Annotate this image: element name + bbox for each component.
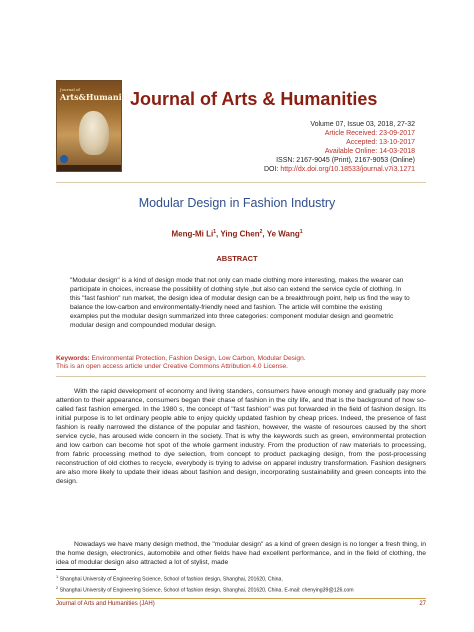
cover-sculpture xyxy=(79,111,109,155)
author-affiliation-mark: 1 xyxy=(299,229,303,235)
author-separator: , xyxy=(216,229,221,239)
footnote-text: Shanghai University of Engineering Science, School of fashion design, Shanghai, 201620, China. xyxy=(58,576,283,583)
license-note[interactable]: This is an open access article under Creative Commons Attribution 4.0 License. xyxy=(56,363,288,371)
footnote-text: Shanghai University of Engineering Science, School of fashion design, Shanghai, 201620, China. E-mail: chenying39@126.com xyxy=(58,588,354,595)
footnote-mark: 2 xyxy=(56,585,59,591)
volume-info: Volume 07, Issue 03, 2018, 27-32 xyxy=(310,121,415,128)
doi-link[interactable]: http://dx.doi.org/10.18533/journal.v7i3.1271 xyxy=(280,166,415,173)
author-affiliation-mark: 1 xyxy=(213,229,217,235)
author-affiliation-mark: 2 xyxy=(259,229,263,235)
cover-bottom-strip xyxy=(57,165,121,171)
cover-title: Arts&Humanities xyxy=(60,92,139,102)
page-number: 27 xyxy=(419,601,426,607)
footnote-divider xyxy=(56,569,116,570)
author-list xyxy=(0,229,474,239)
footnote-mark: 1 xyxy=(56,574,59,579)
footer-journal-name: Journal of Arts and Humanities (JAH) xyxy=(56,601,155,607)
abstract-text: "Modular design" is a kind of design mode that not only can made clothing more interesting, makes the wearer can participate in choices, increase the possibility of clothing style ,but also can extend the service cycle of clothing. In this "fast fashion" run market, the design idea of modular design can be a breakthrough point, help us find the way to balance the low-carbon and environmentally-friendly need and fashion. The article will combine the existing examples put the modular design summarized into three categories: component modular design and geometric modular design and compounded modular design. xyxy=(70,277,410,330)
received-date: Article Received: 23-09-2017 xyxy=(324,130,415,137)
cover-small-text: Journal of xyxy=(60,87,80,92)
accepted-date: Accepted: 13-10-2017 xyxy=(346,139,415,146)
author-name: Meng-Mi Li xyxy=(171,229,214,239)
online-date: Available Online: 14-03-2018 xyxy=(324,148,415,155)
footnote-2 xyxy=(56,584,354,595)
journal-title: Journal of Arts & Humanities xyxy=(130,89,378,109)
issn: ISSN: 2167-9045 (Print), 2167-9053 (Online) xyxy=(276,157,415,164)
author-name: Ying Chen xyxy=(220,229,260,239)
footer-divider xyxy=(56,598,426,599)
keywords-label: Keywords: xyxy=(56,355,90,362)
header-divider xyxy=(56,182,426,183)
article-title: Modular Design in Fashion Industry xyxy=(138,196,336,210)
footnotes xyxy=(56,573,354,596)
body-paragraph: Nowadays we have many design method, the "modular design" as a kind of green design is no longer a fresh thing, in the home design, electronics, automobile and other fields have had excellent performance, and in the field of clothing, the idea of modular design also attracted a lot of stylist, made xyxy=(56,541,426,566)
keywords-divider xyxy=(56,376,426,377)
journal-cover-image xyxy=(56,80,139,172)
author-separator: , xyxy=(262,229,267,239)
author-name: Ye Wang xyxy=(266,229,300,239)
abstract-heading: ABSTRACT xyxy=(216,254,258,263)
cover-logo-icon xyxy=(60,155,68,163)
keywords-list: Environmental Protection, Fashion Design, Low Carbon, Modular Design. xyxy=(89,355,306,362)
doi-label: DOI: xyxy=(264,166,279,173)
footnote-1 xyxy=(56,573,354,584)
keywords-block xyxy=(56,355,306,372)
article-meta xyxy=(264,120,415,174)
body-paragraph: With the rapid development of economy and living standers, consumers have enough money and gradually pay more attention to their appearance, consumers began their chase of fashion in the city life, and that is the background of how so-called fast fashion emerged. In the 1980 s, the concept of "fast fashion" was put forwarded in the field of fashion design. Its initial purpose is to let ordinary people able to enjoy quickly updated fashion by cheap prices. Indeed, the presence of fast fashion is really narrowed the distance of the popular and fashion, however, the waste of resources caused by the short service cycle, has aroused wide concern in the society. That is why the keywords such as green, environmental protection and low carbon can become hot spot of the whole garment industry. From the production of raw materials to processing, from fabric processing method to dye selection, from concept to product packaging design, from the post-processing reconstruction of old clothes to recycle, everybody is trying to advise on apparel industry transformation. Fashion designers are also more likely to update their ideas about fashion and design, incorporating sustainability and green concepts into the design. xyxy=(56,388,426,485)
